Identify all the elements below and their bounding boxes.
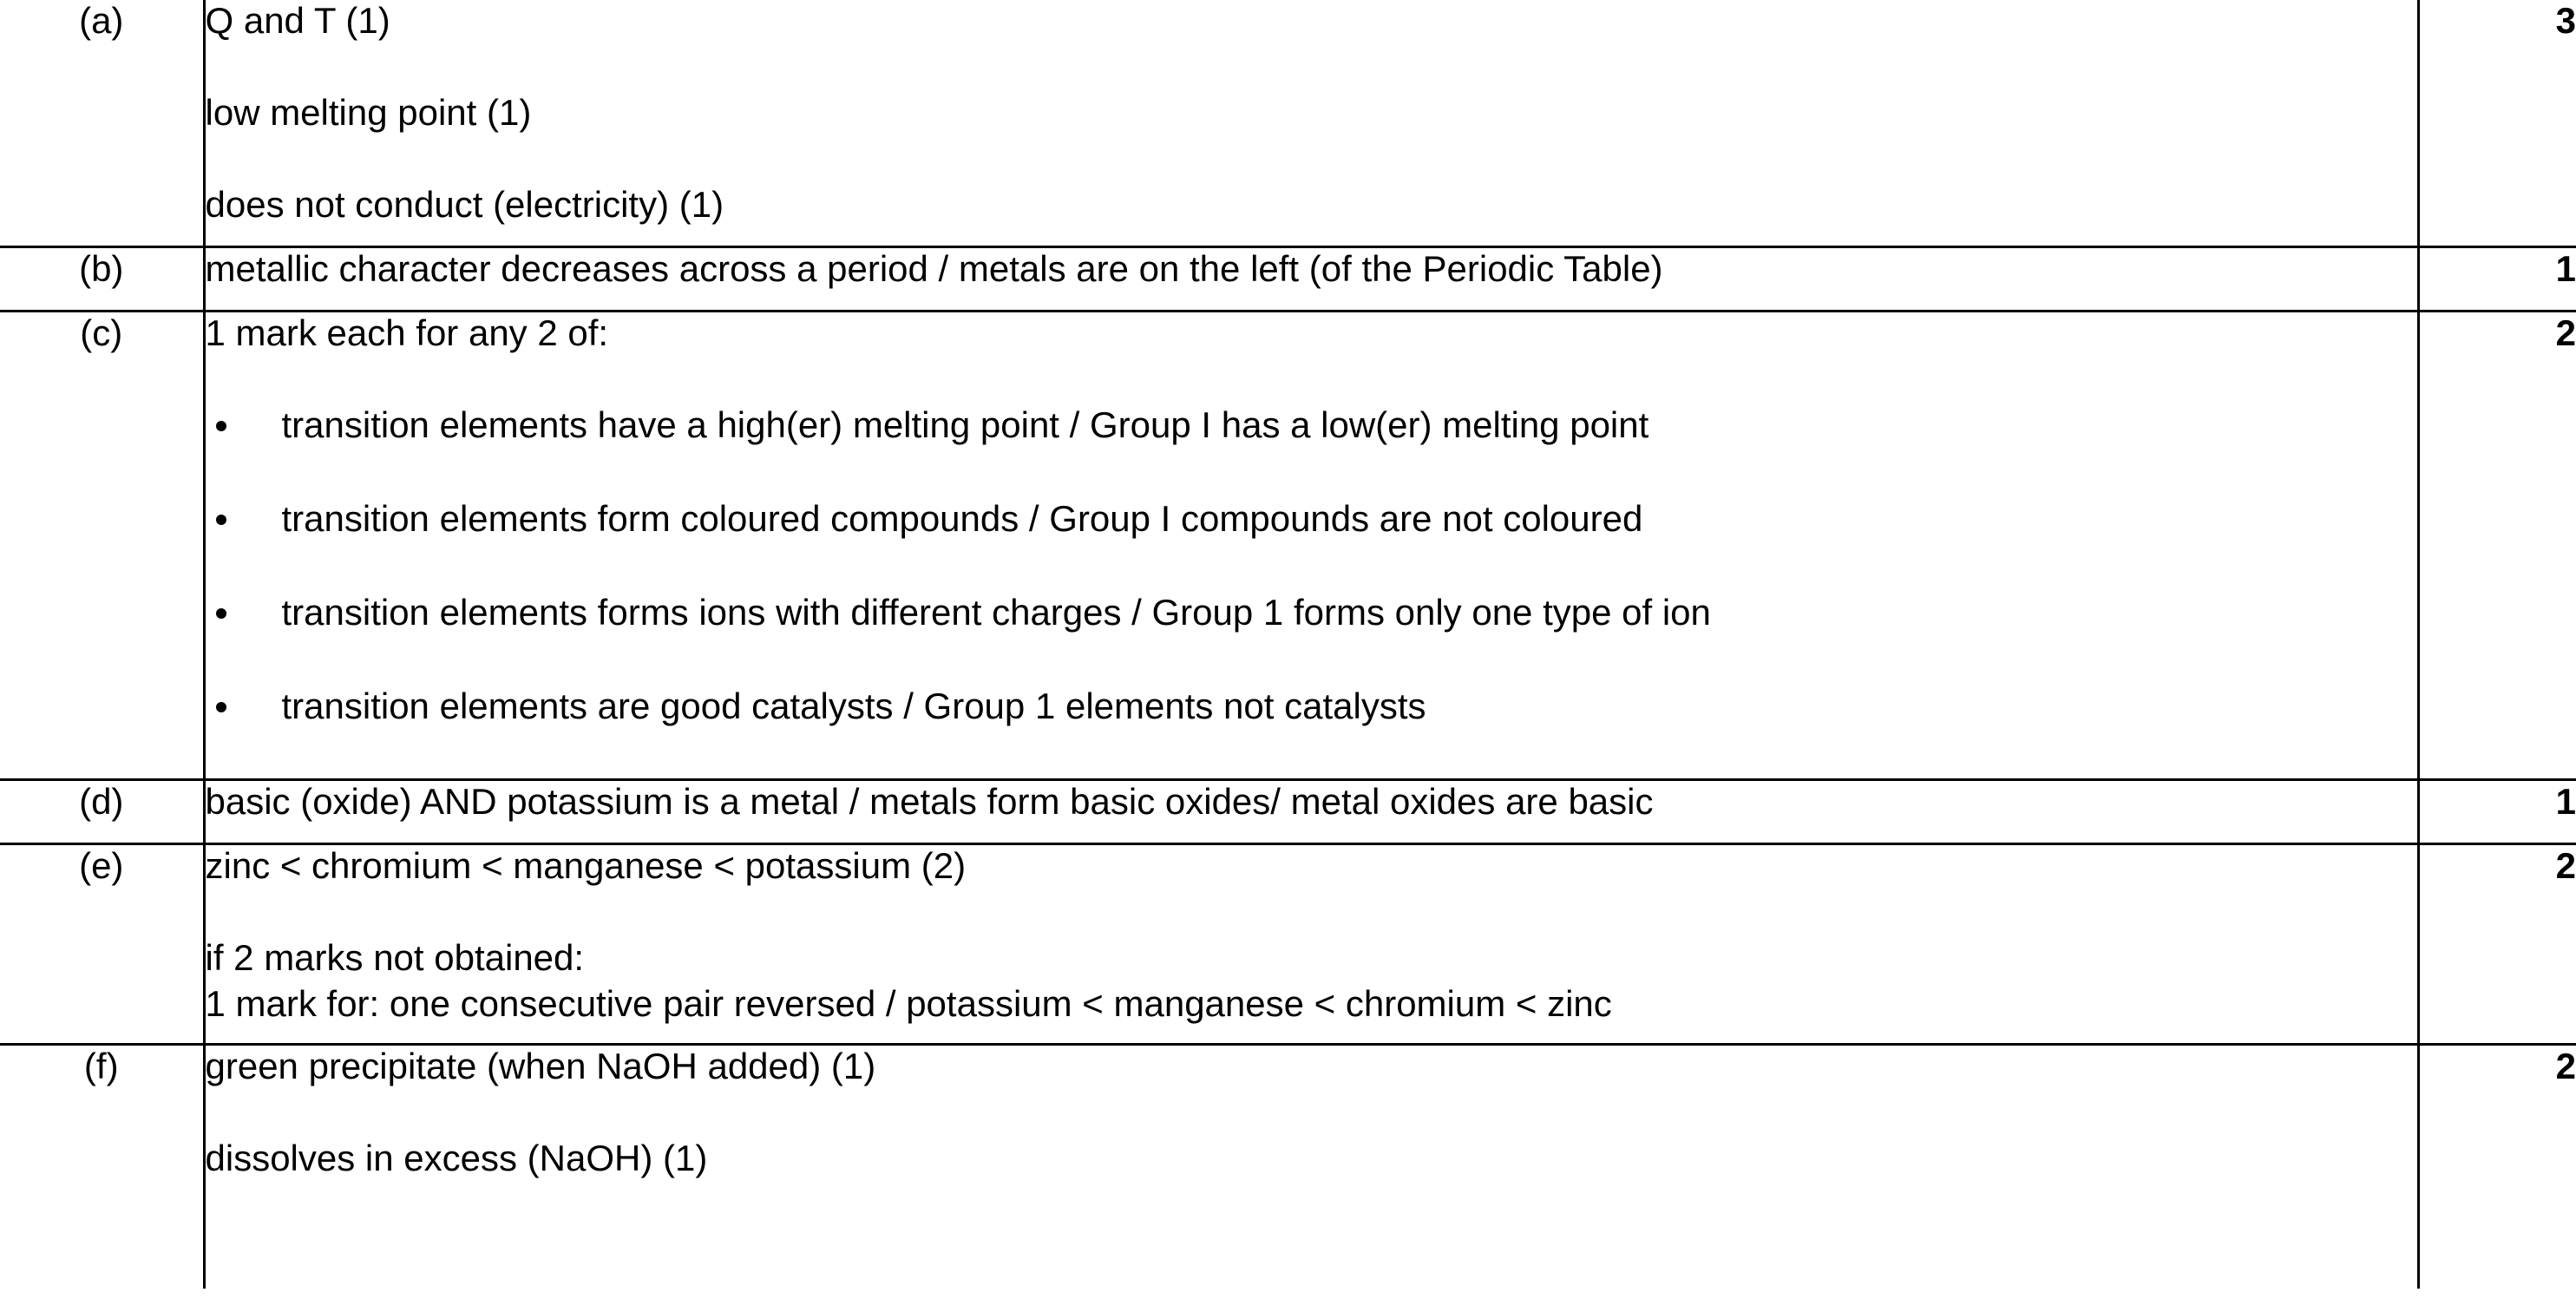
question-number: (a) — [0, 0, 204, 247]
answer-line: metallic character decreases across a period / metals are on the left (of the Periodic Table) — [205, 248, 1663, 289]
table-row — [0, 0, 2576, 247]
bullet-icon — [216, 421, 226, 431]
answer-line: does not conduct (electricity) (1) — [205, 184, 724, 225]
marks-value: 2 — [2418, 844, 2576, 1045]
marks-value: 2 — [2418, 312, 2576, 780]
question-number: (f) — [0, 1045, 204, 1289]
answer-cell — [204, 780, 2418, 844]
answer-cell — [204, 1045, 2418, 1289]
list-item — [206, 498, 2417, 540]
answer-line: zinc < chromium < manganese < potassium (2) — [205, 845, 967, 886]
question-number: (c) — [0, 312, 204, 780]
answer-line: green precipitate (when NaOH added) (1) — [205, 1046, 876, 1086]
bullet-text: transition elements forms ions with different charges / Group 1 forms only one type of ion — [281, 592, 1711, 633]
marks-value: 3 — [2418, 0, 2576, 247]
list-item — [206, 404, 2417, 446]
question-number: (d) — [0, 780, 204, 844]
bullet-text: transition elements form coloured compounds / Group I compounds are not coloured — [281, 498, 1643, 539]
bullet-text: transition elements have a high(er) melting point / Group I has a low(er) melting point — [281, 404, 1649, 445]
answer-cell — [204, 312, 2418, 780]
answer-line: basic (oxide) AND potassium is a metal / metals form basic oxides/ metal oxides are basic — [205, 781, 1654, 822]
table-row — [0, 1045, 2576, 1289]
bullet-icon — [216, 702, 226, 712]
answer-line: if 2 marks not obtained: — [205, 937, 585, 978]
answer-cell — [204, 844, 2418, 1045]
marks-value: 2 — [2418, 1045, 2576, 1289]
answer-line: low melting point (1) — [205, 92, 532, 133]
question-number: (b) — [0, 247, 204, 312]
bullet-icon — [216, 608, 226, 619]
marks-value: 1 — [2418, 780, 2576, 844]
marks-value: 1 — [2418, 247, 2576, 312]
answer-line: dissolves in excess (NaOH) (1) — [205, 1138, 708, 1178]
answer-intro: 1 mark each for any 2 of: — [205, 312, 609, 353]
table-row — [0, 312, 2576, 780]
list-item — [206, 592, 2417, 633]
table-row — [0, 844, 2576, 1045]
bullet-icon — [216, 515, 226, 525]
bullet-list — [206, 404, 2417, 727]
table-row — [0, 247, 2576, 312]
answer-cell — [204, 247, 2418, 312]
list-item — [206, 686, 2417, 727]
answer-line: 1 mark for: one consecutive pair reversed / potassium < manganese < chromium < zinc — [205, 983, 1612, 1024]
table-row — [0, 780, 2576, 844]
answer-cell — [204, 0, 2418, 247]
bullet-text: transition elements are good catalysts / Group 1 elements not catalysts — [281, 686, 1426, 726]
question-number: (e) — [0, 844, 204, 1045]
answer-line: Q and T (1) — [205, 0, 390, 41]
